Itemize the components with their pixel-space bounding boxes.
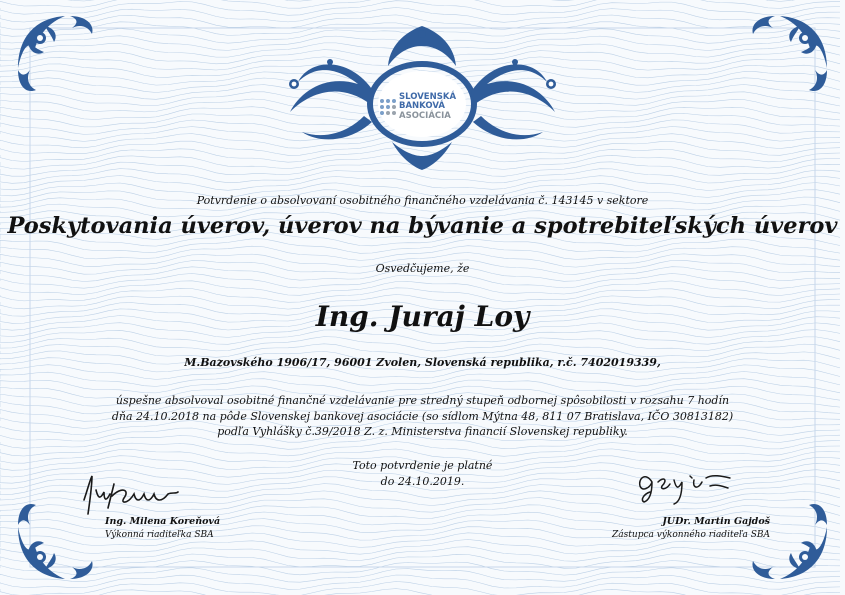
corner-ornament-top-right	[745, 8, 835, 98]
left-signatory-name: Ing. Milena Koreňová	[105, 516, 221, 527]
confirmation-line: Potvrdenie o absolvovaní osobitného finančného vzdelávania č. 143145 v sektore	[196, 194, 649, 207]
right-signatory	[600, 516, 770, 541]
logo-wordmark	[399, 93, 456, 122]
logo-line-1: SLOVENSKÁ	[399, 91, 457, 102]
recipient-address: M.Bazovského 1906/17, 96001 Zvolen, Slovenská republika, r.č. 7402019339,	[184, 356, 661, 369]
left-signatory-title: Výkonná riaditeľka SBA	[105, 529, 214, 540]
right-signatory-title: Zástupca výkonného riaditeľa SBA	[612, 529, 770, 540]
recipient-name: Ing. Juraj Loy	[315, 300, 530, 333]
validity-line-1: Toto potvrdenie je platné	[352, 459, 493, 472]
right-signature	[632, 460, 742, 506]
logo-line-2: BANKOVÁ	[399, 101, 445, 112]
body-line-3: podľa Vyhlášky č.39/2018 Z. z. Ministerstva financií Slovenskej republiky.	[217, 425, 628, 438]
sector-title: Poskytovania úverov, úverov na bývanie a spotrebiteľských úverov	[7, 213, 838, 239]
validity-line-2: do 24.10.2019.	[380, 474, 465, 488]
sba-logo	[380, 82, 466, 132]
corner-ornament-top-left	[10, 8, 100, 98]
left-signatory	[105, 516, 220, 541]
body-line-1: úspešne absolvoval osobitné finančné vzdelávanie pre stredný stupeň odbornej spôsobilosti v rozsahu 7 hodín	[115, 394, 730, 407]
corner-ornament-bottom-right	[745, 497, 835, 587]
body-line-2: dňa 24.10.2018 na pôde Slovenskej bankovej asociácie (so sídlom Mýtna 48, 811 07 Bratislava, IČO 30813182)	[111, 409, 734, 423]
right-signatory-name: JUDr. Martin Gajdoš	[662, 516, 770, 527]
logo-line-3: ASOCIÁCIA	[399, 110, 451, 121]
logo-dots-icon	[380, 99, 396, 115]
left-signature	[78, 470, 188, 518]
certify-line: Osvedčujeme, že	[375, 262, 470, 275]
certificate-body	[0, 393, 845, 440]
